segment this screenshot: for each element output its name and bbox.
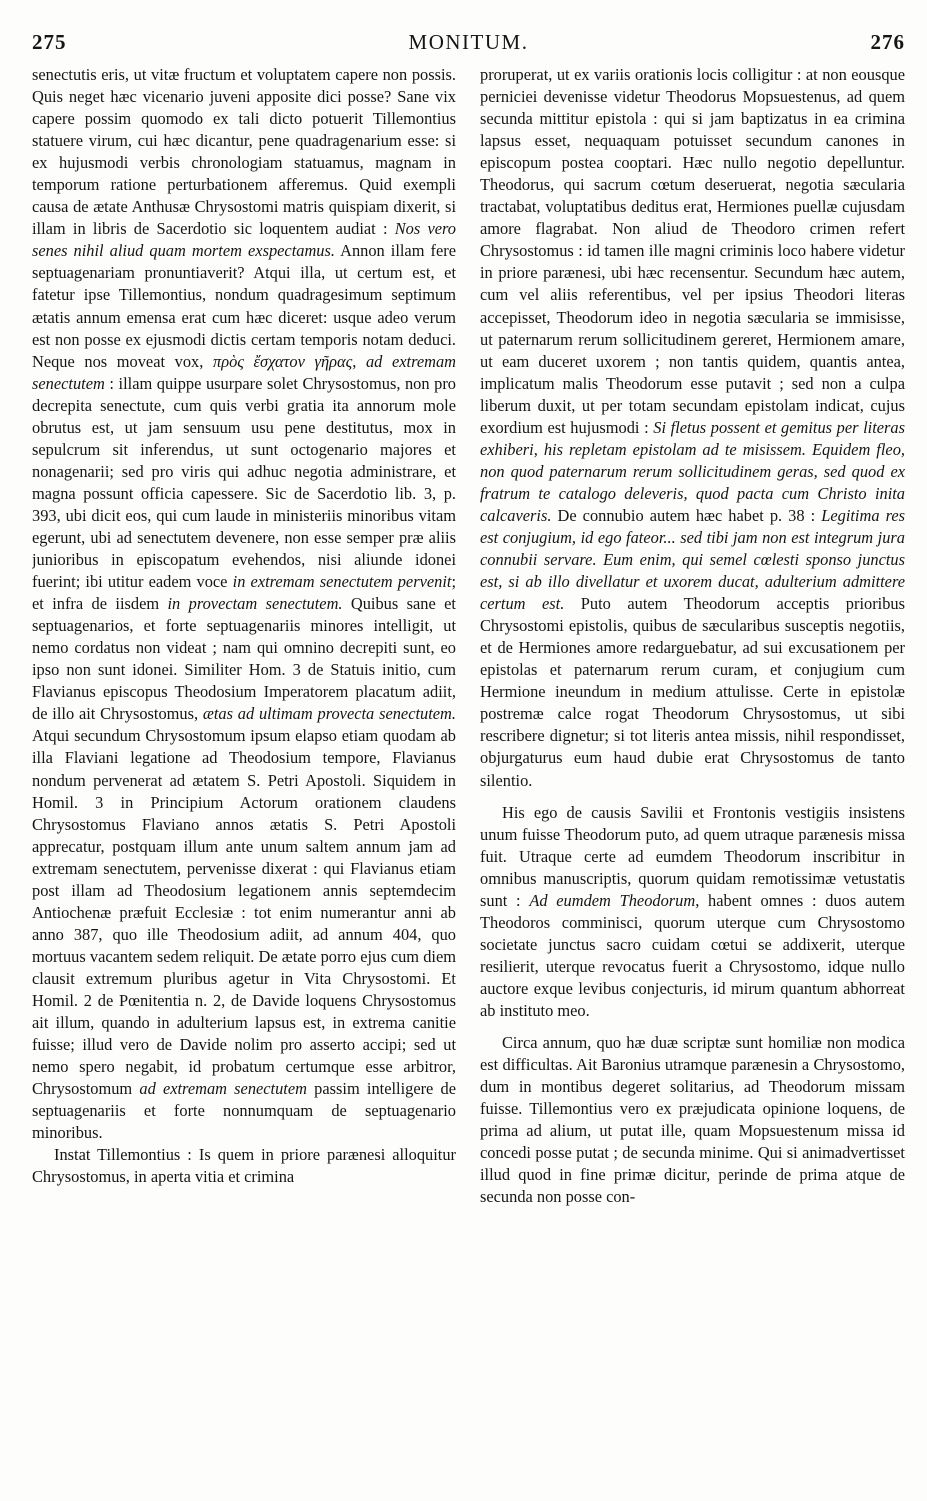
italic-text-run: ætas ad ultimam provecta senectutem. [202,704,456,724]
text-run: , [352,351,366,371]
text-run: senectutis eris, ut vitæ fructum et voluptatem capere non possis. Quis neget hæc vicenario juveni apposite dici posse? Sane vix capere possim quomodo ex tali dicto potuerit Tillemontius statuere virum, cui hæc dicantur, pene quadragenarium esse: si ex hujusmodi verbis chronologiam statuamus, magnam in temporum ratione perturbationem afferemus. Quid exempli causa de ætate Anthusæ Chrysostomi matris quispiam dixerit, si illam in libris de Sacerdotio sic loquentem audiat : [32,65,456,239]
text-run: passim intelligere de septuagenariis et forte nonnumquam de septuagenario minoribus. [32,1079,456,1143]
italic-text-run: πρὸς ἔσχατον γῆρας [212,351,353,371]
running-title: MONITUM. [408,30,529,54]
text-run: , habent omnes : duos autem Theodoros comminisci, quorum uterque cum Chrysostomo societate junctus sacro cuidam cœtui se addixerit, uterque resilierit, uterque revocatus fuerit a Chrysostomo, idque nullo auctore exque levibus conjecturis, id mirum quantum abhorreat ab instituto meo. [480,890,905,1020]
text-run: Puto autem Theodorum acceptis prioribus Chrysostomi epistolis, quibus de sæcularibus susceptis negotiis, et de Hermiones amore redarguebatur, ad sui excusationem per epistolas et paternarum rerum curam, et conjugium cum Hermione ineundum in medium attulisse. Certe in epistolæ postremæ calce rogat Theodorum Chrysostomus, ut sibi rescribere dignetur; si tot literis antea missis, nihil respondisset, objurgaturus eum haud dubie erat Chrysostomus de tanto silentio. [480,594,905,790]
page-number-right: 276 [870,30,905,54]
page-number-left: 275 [32,30,67,54]
right-paragraph-2 [480,802,905,1022]
italic-text-run: Legitima res est conjugium, id ego fateor... sed tibi jam non est integrum jura connubii servare. Eum enim, qui semel cœlesti sponso junctus est, si ab illo divellatur et uxorem ducat, adulterium admittere certum est. [480,505,905,614]
right-paragraph-1 [480,64,905,792]
text-run: Quibus sane et septuagenarios, et forte septuagenariis minores intelligit, ut nemo cordatus non videat ; nam qui omnino decrepiti sunt, eo ipso non sunt idonei. Similiter Hom. 3 de Statuis initio, cum Flavianus episcopus Theodosium Imperatorem placatum adiit, de illo ait Chrysostomus, [32,594,456,724]
italic-text-run: ad extremam senectutem [32,351,456,393]
left-paragraph-2 [32,1144,456,1188]
text-run: His ego de causis Savilii et Frontonis vestigiis insistens unum fuisse Theodorum puto, ad quem utraque parænesis missa fuit. Utraque certe ad eumdem Theodorum inscribitur in omnibus manuscriptis, quorum quidam remotissimæ vetustatis sunt : [480,802,905,910]
italic-text-run: Nos vero senes nihil aliud quam mortem exspectamus. [32,219,456,261]
italic-text-run: Ad eumdem Theodorum [529,890,696,910]
left-column [32,64,456,1494]
text-run: Circa annum, quo hæ duæ scriptæ sunt homiliæ non modica est difficultas. Ait Baronius utramque parænesin a Chrysostomo, dum in montibus degeret solitarius, ad Theodorum missam fuisse. Tillemontius vero ex præjudicata opinione loquens, de prima ad alium, ut putat ille, quam Mopsuestenum missa id concedi posse putat ; de secunda minime. Qui si animadvertisset illud quod in fine primæ dicitur, perinde de prima atque de secunda non posse con- [480,1033,905,1207]
italic-text-run: ad extremam senectutem [139,1079,307,1099]
text-run: De connubio autem hæc habet p. 38 : [551,505,822,525]
italic-text-run: Si fletus possent et gemitus per literas exhiberi, his repletam epistolam ad te misissem. Equidem fleo, non quod paternarum rerum sollicitudinem geras, sed quod ex fratrum te catalogo deleveris, quod pacta cum Christo inita calcaveris. [480,417,905,525]
text-run: : illam quippe usurpare solet Chrysostomus, non pro decrepita senectute, cum quis verbi gratia ita annorum mole obrutus est, ut jam sensuum usu pene destitutus, mox in sepulcrum sit inferendus, ut sunt octogenario majores et nonagenarii; sed pro viris qui adhuc negotia administrare, et magna possunt officia capessere. Sic de Sacerdotio lib. 3, p. 393, ubi dicit eos, qui cum laude in ministeriis minoribus vitam egerunt, ubi ad senectutem devenere, non esse semper præ aliis junioribus in episcopatum evehendos, nisi aliunde idonei fuerint; ibi utitur eadem voce [32,373,456,592]
left-paragraph-1 [32,64,456,1144]
italic-text-run: in extremam senectutem pervenit [232,572,452,592]
text-run: ; et infra de iisdem [32,572,456,614]
right-paragraph-3 [480,1032,905,1208]
text-run: Instat Tillemontius : Is quem in priore parænesi alloquitur Chrysostomus, in aperta vitia et crimina [32,1145,456,1187]
right-column [480,64,905,1494]
italic-text-run: in provectam senectutem. [167,594,343,614]
text-run: Atqui secundum Chrysostomum ipsum elapso etiam quodam ab illa Flaviani legatione ad Theodosium tempore, Flavianus nondum pervenerat ad ætatem S. Petri Apostoli. Siquidem in Homil. 3 in Principium Actorum orationem claudens Chrysostomus Flaviano annos ætatis S. Petri Apostoli apprecatur, postquam illum ante unum saltem annum jam ad extremam senectutem, pervenisse dixerat : qui Flavianus etiam post illam ad Theodosium legationem annis septemdecim Antiochenæ præfuit Ecclesiæ : tot enim numerantur anni ab anno 387, quo ille Theodosium adiit, ad annum 404, quo mortuus vacantem sedem reliquit. De ætate porro ejus cum diem clausit extremum pluribus agetur in Vita Chrysostomi. Et Homil. 2 de Pœnitentia n. 2, de Davide loquens Chrysostomus ait illum, quando in adulterium lapsus est, in extrema canitie fuisse; illud vero de Davide nolim pro asserto accipi; sed ut nemo spero negabit, id probatum certumque esse arbitror, Chrysostomum [32,726,456,1099]
page-header [32,30,905,60]
text-run: Annon illam fere septuagenariam pronuntiaverit? Atqui illa, ut certum est, et fatetur ipse Tillemontius, nondum quadragesimum septimum ætatis annum emensa erat cum hæc diceret: usque adeo verum est non posse ex ejusmodi dictis certam temporis notam deduci. Neque nos moveat vox, [32,241,456,371]
text-run: proruperat, ut ex variis orationis locis colligitur : at non eousque perniciei devenisse videtur Theodorus Mopsuestenus, ad quem secunda mittitur epistola : qui si jam baptizatus in ea crimina lapsus esset, nequaquam potuisset secundum canones in episcopum postea cooptari. Hæc nullo negotio depelluntur. Theodorus, qui sacrum cœtum deseruerat, negotia sæcularia tractabat, voluptatibus deditus erat, Hermiones puellæ cujusdam amore flagrabat. Non aliud de Theodoro crimen refert Chrysostomus : id tamen ille magni criminis loco habere videtur in priore parænesi, ubi hæc recensentur. Secundum hæc autem, cum vel aliis referentibus, vel per ipsius Theodori literas accepisset, Theodorum ideo in negotia sæcularia se immisisse, ut paternarum rerum sollicitudinem gereret, Hermionem amare, ut eam duceret uxorem ; non tantis quidem, quantis antea, implicatum malis Theodorum esse putavit ; sed non a culpa liberum duxit, ut per totam secundam epistolam indicat, cujus exordium est hujusmodi : [480,65,905,437]
